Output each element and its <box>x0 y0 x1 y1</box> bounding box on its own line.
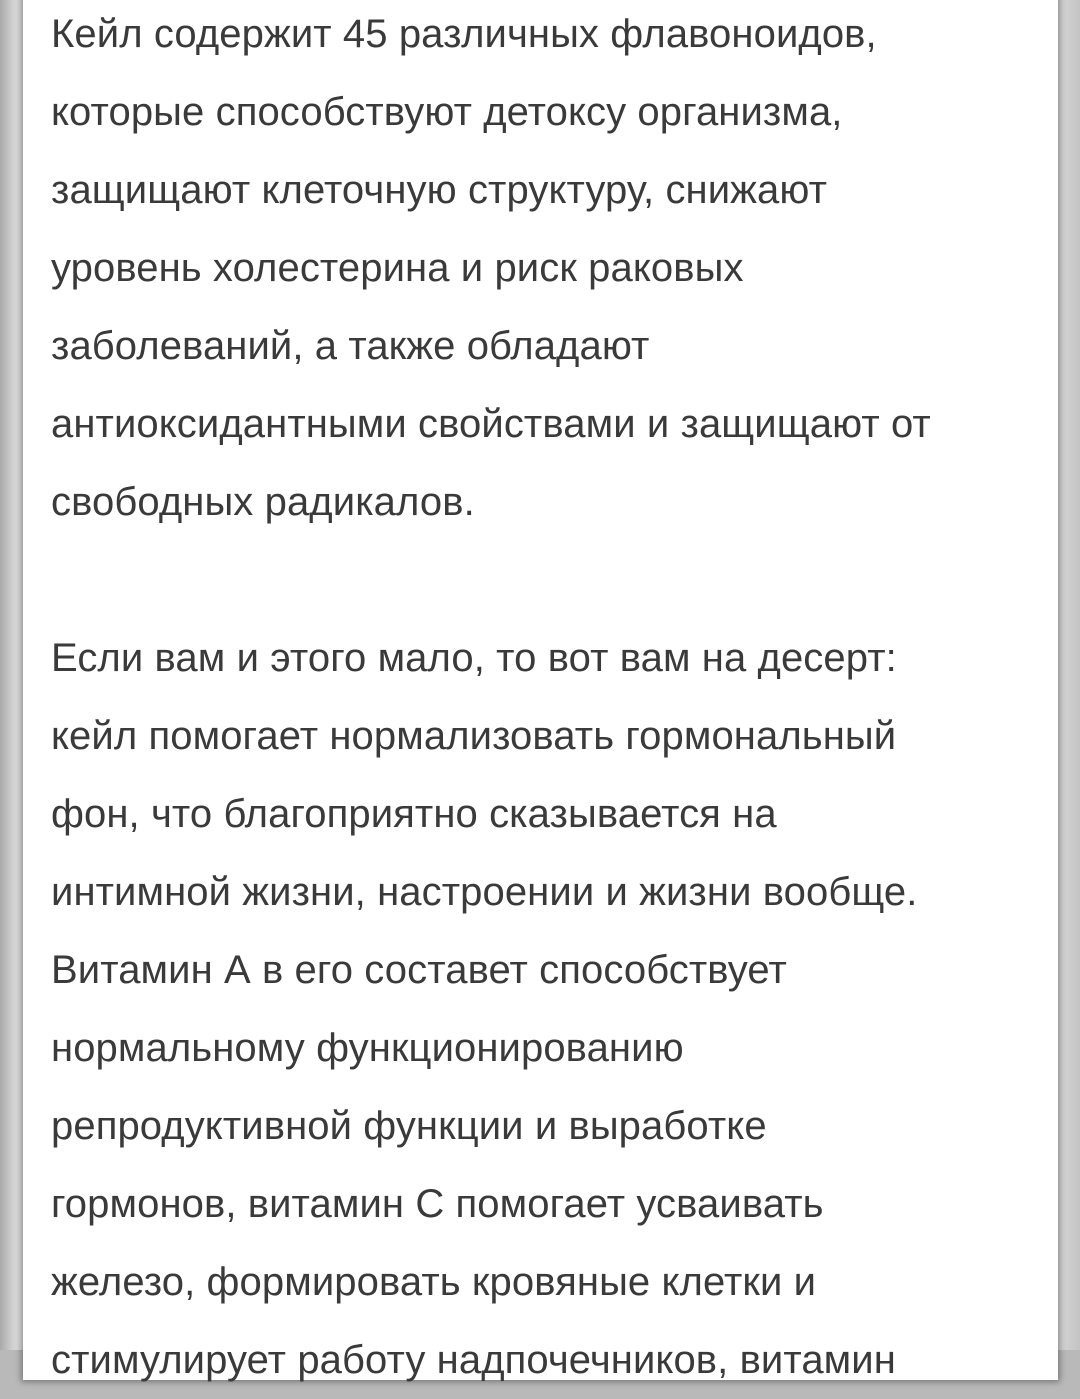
document-page[interactable] <box>23 0 1058 1380</box>
paragraph-flavonoids: Кейл содержит 45 различных флавоноидов, которые способствуют детоксу организма, защищают клеточную структуру, снижают уровень холестерина и риск раковых заболеваний, а также обладают антиоксидантными свойствами и защищают от свободных радикалов. <box>51 12 931 524</box>
paragraph-dessert: Если вам и этого мало, то вот вам на десерт: кейл помогает нормализовать гормональный фон, что благоприятно сказывается на интимной жизни, настроении и жизни вообще. Витамин А в его составет способствует нормальному функционированию репродуктивной функции и выработке гормонов, витамин С помогает усваивать железо, формировать кровяные клетки и стимулирует работу надпочечников, витамин <box>51 636 918 1382</box>
article-body <box>51 0 1051 1399</box>
